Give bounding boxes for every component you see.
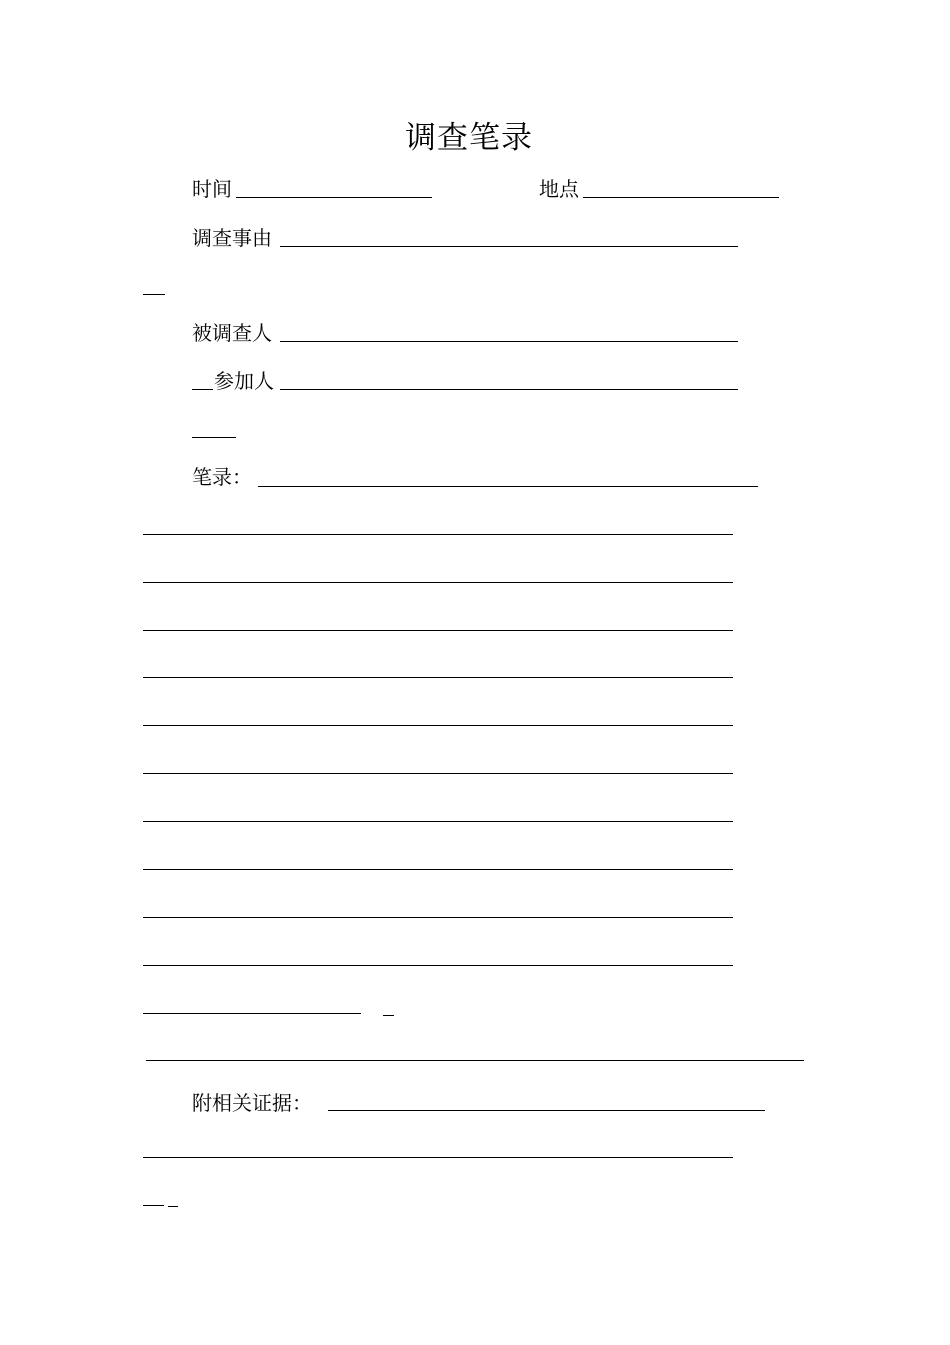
participant-label: 参加人 bbox=[214, 369, 274, 393]
participant-blank-line bbox=[280, 389, 738, 390]
time-label: 时间 bbox=[192, 177, 232, 201]
evidence-line bbox=[143, 1157, 733, 1158]
record-line bbox=[143, 725, 733, 726]
time-blank-line bbox=[236, 197, 432, 198]
record-line bbox=[143, 677, 733, 678]
evidence-dash bbox=[168, 1206, 178, 1207]
record-line bbox=[143, 534, 733, 535]
participant-prefix-line bbox=[192, 389, 213, 390]
matter-label: 调查事由 bbox=[192, 226, 272, 250]
record-line bbox=[143, 582, 733, 583]
participant-continuation-line bbox=[192, 437, 236, 438]
record-line bbox=[143, 630, 733, 631]
record-line bbox=[143, 821, 733, 822]
record-line bbox=[143, 773, 733, 774]
record-long-line bbox=[146, 1060, 804, 1061]
record-blank-line bbox=[258, 486, 758, 487]
page-title: 调查笔录 bbox=[405, 120, 533, 156]
record-label: 笔录： bbox=[192, 465, 252, 489]
record-dash bbox=[383, 1015, 394, 1016]
evidence-label: 附相关证据： bbox=[192, 1091, 312, 1115]
respondent-label: 被调查人 bbox=[192, 321, 272, 345]
place-blank-line bbox=[583, 197, 779, 198]
record-line bbox=[143, 869, 733, 870]
respondent-blank-line bbox=[280, 341, 738, 342]
record-short-line bbox=[143, 1013, 361, 1014]
record-line bbox=[143, 917, 733, 918]
evidence-blank-line bbox=[328, 1110, 765, 1111]
matter-continuation-line bbox=[143, 294, 165, 295]
place-label: 地点 bbox=[539, 177, 579, 201]
evidence-continuation-line bbox=[143, 1205, 164, 1206]
record-line bbox=[143, 965, 733, 966]
matter-blank-line bbox=[280, 246, 738, 247]
